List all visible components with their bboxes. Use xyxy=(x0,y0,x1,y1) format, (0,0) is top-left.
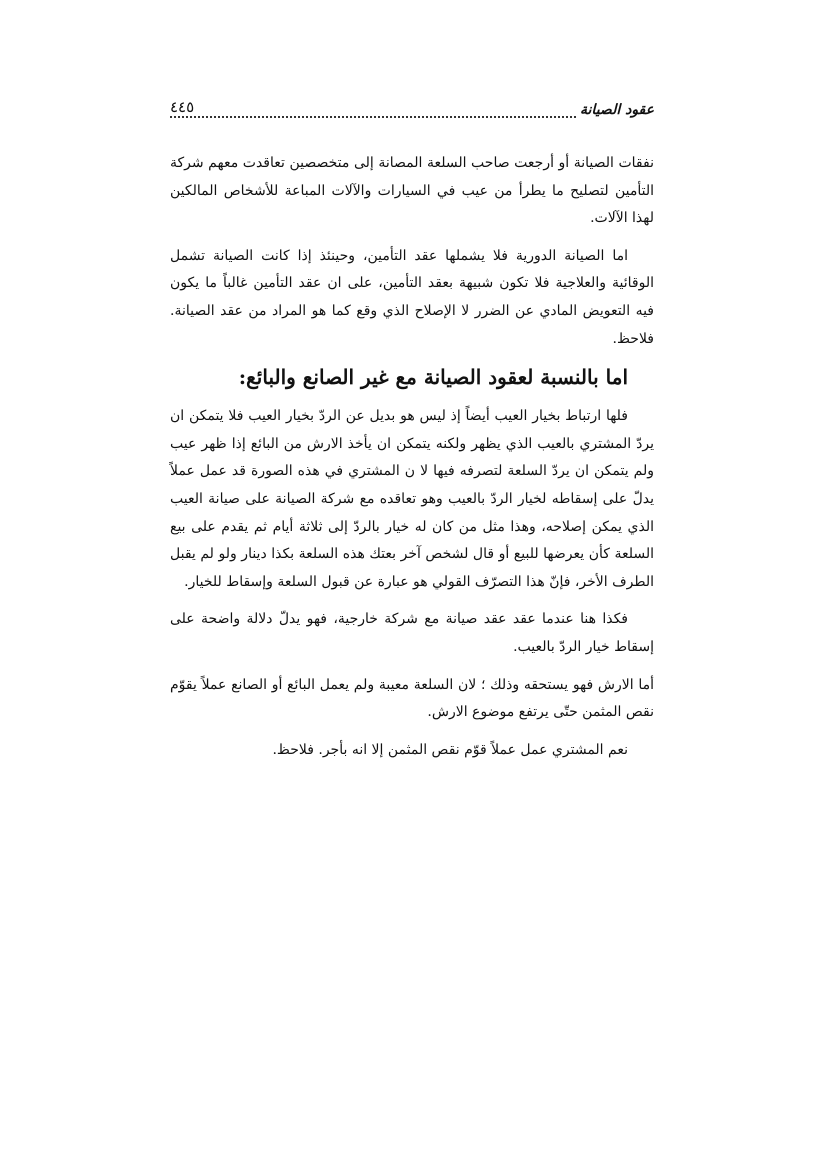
page-header xyxy=(170,96,654,126)
section-heading: اما بالنسبة لعقود الصيانة مع غير الصانع والبائع: xyxy=(238,365,628,390)
paragraph: نعم المشتري عمل عملاً قوّم نقص المثمن إلا انه بأجر. فلاحظ. xyxy=(272,741,628,758)
paragraph: فكذا هنا عندما عقد عقد صيانة مع شركة خارجية، فهو يدلّ دلالة واضحة على إسقاط خيار الردّ بالعيب. xyxy=(170,611,654,655)
paragraph: أما الارش فهو يستحقه وذلك ؛ لان السلعة معيبة ولم يعمل البائع أو الصانع عملاً يقوّم نقص المثمن حتّى يرتفع موضوع الارش. xyxy=(170,676,654,721)
paragraph: اما الصيانة الدورية فلا يشملها عقد التأمين، وحينئذ إذا كانت الصيانة تشمل الوقائية والعلاجية فلا تكون شبيهة بعقد التأمين، على ان عقد التأمين غالباً ما يكون فيه التعويض المادي عن الضرر لا الإصلاح الذي وقع كما هو المراد من عقد الصيانة. فلاحظ. xyxy=(170,247,654,347)
paragraph: فلها ارتباط بخيار العيب أيضاً إذ ليس هو بديل عن الردّ بخيار العيب فلا يتمكن ان يردّ المشتري بالعيب الذي يظهر ولكنه يتمكن ان يأخذ الارش من البائع إذا ظهر عيب ولم يتمكن ان يردّ السلعة لتصرفه فيها لا ن المشتري في هذه الصورة قد عمل عملاً يدلّ على إسقاطه لخيار الردّ بالعيب وهو تعاقده مع شركة الصيانة على صيانة العيب الذي يمكن إصلاحه، وهذا مثل من كان له خيار بالردّ إلى ثلاثة أيام ثم يقدم على بيع السلعة كأن يعرضها للبيع أو قال لشخص آخر بعتك هذه السلعة بكذا دينار ولو لم يقبل الطرف الأخر، فإنّ هذا التصرّف القولي هو عبارة عن قبول السلعة وإسقاط للخيار. xyxy=(170,408,654,590)
header-dot-leader xyxy=(170,116,584,118)
page-body xyxy=(170,150,654,774)
page-number: ٤٤٥ xyxy=(170,98,195,116)
running-title: عقود الصيانة xyxy=(580,102,654,118)
paragraph: نفقات الصيانة أو أرجعت صاحب السلعة المصانة إلى متخصصين تعاقدت معهم شركة التأمين لتصليح ما يطرأ من عيب في السيارات والآلات المباعة للأشخاص المالكين لهذا الآلات. xyxy=(170,155,654,227)
